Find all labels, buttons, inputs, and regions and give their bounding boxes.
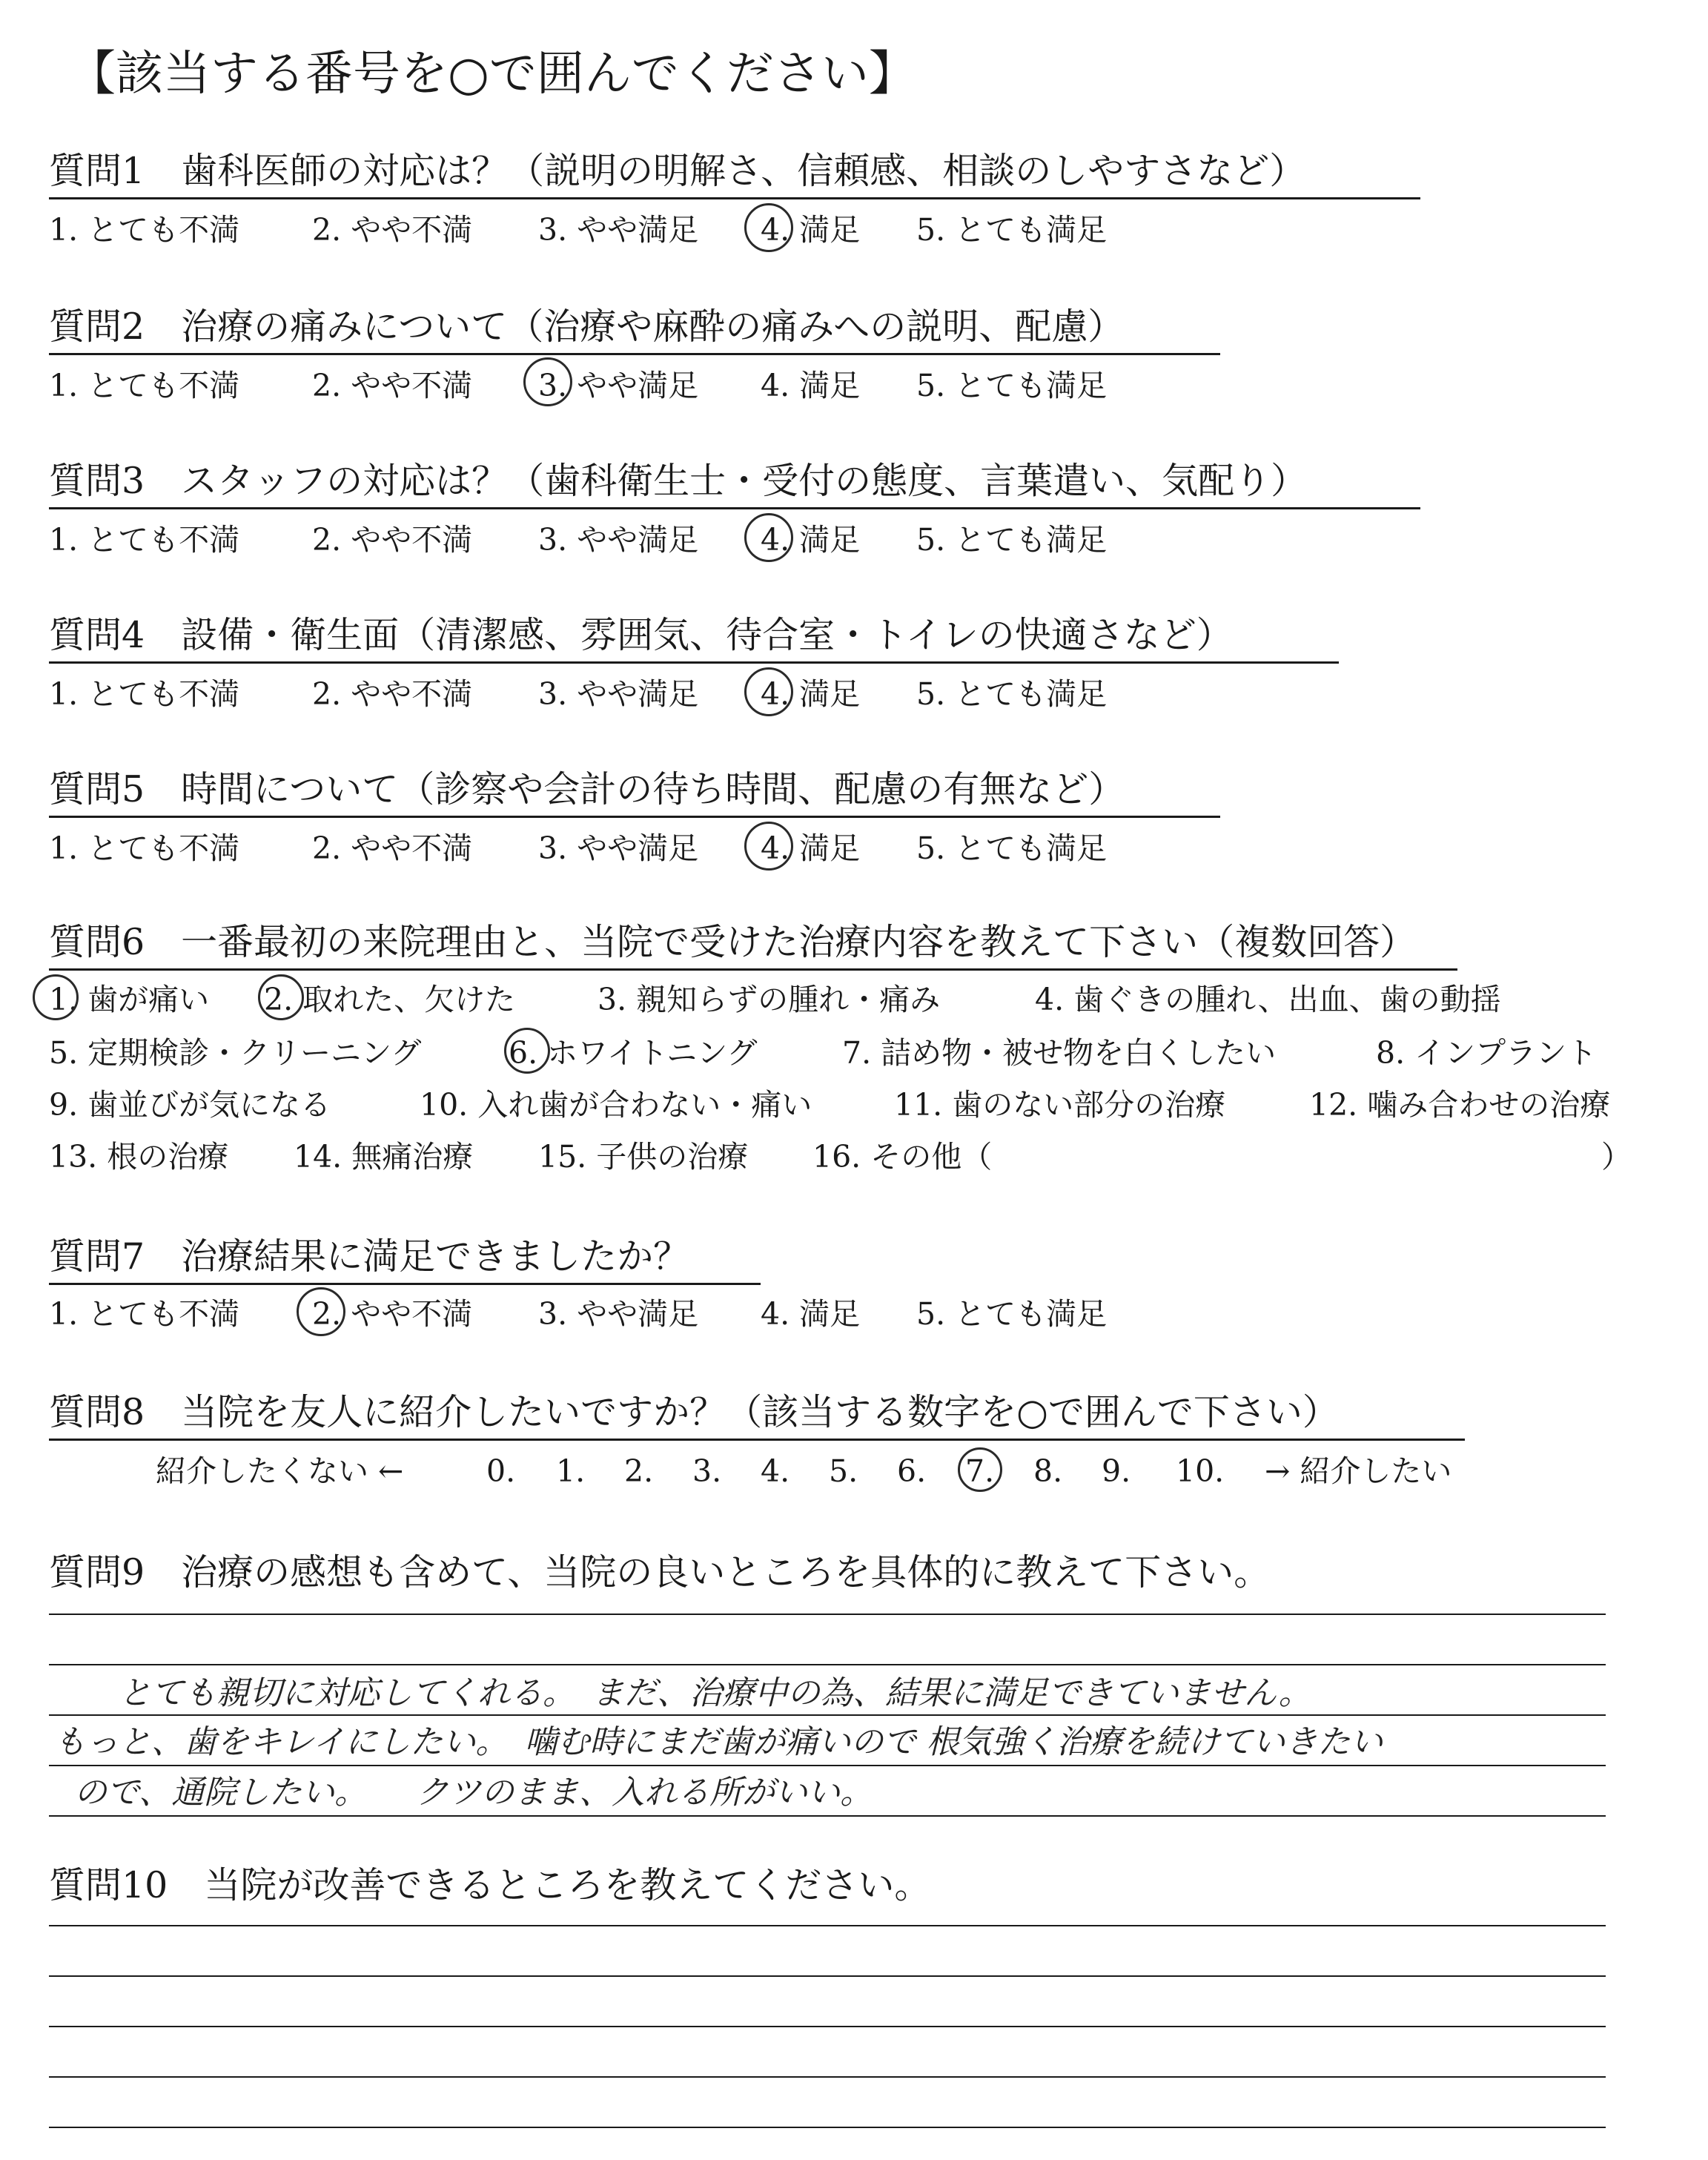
- q6-other-close-paren: ）: [1601, 1139, 1632, 1175]
- q3-option-1[interactable]: 1. とても不満: [49, 522, 240, 558]
- q7-option-2[interactable]: 2. やや不満: [312, 1296, 473, 1332]
- question-4-underline: [49, 661, 1339, 664]
- q2-option-1[interactable]: 1. とても不満: [49, 368, 240, 403]
- q8-scale-2[interactable]: 2.: [624, 1453, 654, 1489]
- q3-option-5[interactable]: 5. とても満足: [916, 522, 1108, 558]
- q6-option-12[interactable]: 12. 噛み合わせの治療: [1309, 1087, 1611, 1123]
- q3-option-2[interactable]: 2. やや不満: [312, 522, 473, 558]
- q8-scale-8[interactable]: 8.: [1033, 1453, 1063, 1489]
- question-7-title: 質問7 治療結果に満足できましたか？: [49, 1235, 690, 1278]
- q2-option-3[interactable]: 3. やや満足: [538, 368, 699, 403]
- q6-option-5[interactable]: 5. 定期検診・クリーニング: [49, 1035, 422, 1071]
- q5-option-1[interactable]: 1. とても不満: [49, 830, 240, 866]
- q8-scale-6[interactable]: 6.: [897, 1453, 927, 1489]
- question-2-title: 質問2 治療の痛みについて（治療や麻酔の痛みへの説明、配慮）: [49, 305, 1125, 348]
- q3-option-4[interactable]: 4. 満足: [761, 522, 861, 558]
- q10-answer-line-1: [49, 1925, 1606, 1926]
- q6-option-7[interactable]: 7. 詰め物・被せ物を白くしたい: [842, 1035, 1277, 1071]
- q9-handwritten-line-2: もっと、歯をキレイにしたい。 噛む時にまだ歯が痛いので 根気強く治療を続けていきたい: [53, 1723, 1383, 1761]
- question-6-title: 質問6 一番最初の来院理由と、当院で受けた治療内容を教えて下さい（複数回答）: [49, 921, 1417, 963]
- q8-scale-7[interactable]: 7.: [965, 1453, 995, 1489]
- q6-option-8[interactable]: 8. インプラント: [1376, 1035, 1598, 1071]
- q6-option-15[interactable]: 15. 子供の治療: [538, 1139, 749, 1175]
- q1-option-3[interactable]: 3. やや満足: [538, 212, 699, 248]
- q8-scale-high-label: → 紹介したい: [1265, 1453, 1452, 1489]
- q8-scale-4[interactable]: 4.: [761, 1453, 790, 1489]
- q4-option-2[interactable]: 2. やや不満: [312, 676, 473, 712]
- q6-option-6[interactable]: 6. ホワイトニング: [509, 1035, 758, 1071]
- q9-answer-line-1: [49, 1614, 1606, 1615]
- q4-selection-circle: [744, 667, 793, 716]
- question-4-title: 質問4 設備・衛生面（清潔感、雰囲気、待合室・トイレの快適さなど）: [49, 614, 1233, 656]
- q1-option-5[interactable]: 5. とても満足: [916, 212, 1108, 248]
- q7-option-3[interactable]: 3. やや満足: [538, 1296, 699, 1332]
- q2-option-4[interactable]: 4. 満足: [761, 368, 861, 403]
- q2-option-2[interactable]: 2. やや不満: [312, 368, 473, 403]
- form-heading: 【該当する番号を○で囲んでください】: [68, 47, 916, 102]
- q6-option-13[interactable]: 13. 根の治療: [49, 1139, 229, 1175]
- q8-scale-1[interactable]: 1.: [556, 1453, 586, 1489]
- q5-option-5[interactable]: 5. とても満足: [916, 830, 1108, 866]
- q3-option-3[interactable]: 3. やや満足: [538, 522, 699, 558]
- q6-option-14[interactable]: 14. 無痛治療: [294, 1139, 474, 1175]
- q4-option-5[interactable]: 5. とても満足: [916, 676, 1108, 712]
- q2-selection-circle: [523, 357, 572, 406]
- q8-selection-circle: [958, 1447, 1002, 1492]
- q4-option-4[interactable]: 4. 満足: [761, 676, 861, 712]
- q9-answer-line-2: [49, 1664, 1606, 1665]
- q5-selection-circle: [744, 822, 793, 871]
- q9-handwritten-line-3: ので、通院したい。 クツのまま、入れる所がいい。: [74, 1774, 873, 1811]
- q6-option-10[interactable]: 10. 入れ歯が合わない・痛い: [420, 1087, 812, 1123]
- q8-scale-low-label: 紹介したくない ←: [156, 1453, 404, 1489]
- q8-scale-5[interactable]: 5.: [829, 1453, 858, 1489]
- q9-handwritten-line-1: とても親切に対応してくれる。 まだ、治療中の為、結果に満足できていません。: [119, 1674, 1311, 1712]
- q10-answer-line-5: [49, 2127, 1606, 2128]
- q5-option-4[interactable]: 4. 満足: [761, 830, 861, 866]
- q4-option-1[interactable]: 1. とても不満: [49, 676, 240, 712]
- question-9-title: 質問9 治療の感想も含めて、当院の良いところを具体的に教えて下さい。: [49, 1551, 1271, 1593]
- q7-option-1[interactable]: 1. とても不満: [49, 1296, 240, 1332]
- q3-selection-circle: [744, 513, 793, 562]
- q6-selection-circle-1: [33, 974, 79, 1020]
- question-10-title: 質問10 当院が改善できるところを教えてください。: [49, 1864, 931, 1906]
- q8-scale-9[interactable]: 9.: [1102, 1453, 1131, 1489]
- q8-scale-3[interactable]: 3.: [692, 1453, 722, 1489]
- q6-option-11[interactable]: 11. 歯のない部分の治療: [894, 1087, 1226, 1123]
- q6-selection-circle-6: [504, 1028, 550, 1074]
- q2-option-5[interactable]: 5. とても満足: [916, 368, 1108, 403]
- question-1-title: 質問1 歯科医師の対応は？（説明の明解さ、信頼感、相談のしやすさなど）: [49, 150, 1306, 192]
- q5-option-3[interactable]: 3. やや満足: [538, 830, 699, 866]
- q7-option-5[interactable]: 5. とても満足: [916, 1296, 1108, 1332]
- q7-option-4[interactable]: 4. 満足: [761, 1296, 861, 1332]
- q1-option-2[interactable]: 2. やや不満: [312, 212, 473, 248]
- question-5-title: 質問5 時間について（診察や会計の待ち時間、配慮の有無など）: [49, 768, 1125, 810]
- q7-selection-circle: [297, 1287, 345, 1336]
- q9-answer-line-3: [49, 1714, 1606, 1716]
- question-6-underline: [49, 968, 1457, 971]
- question-1-underline: [49, 197, 1420, 199]
- q6-option-1[interactable]: 1. 歯が痛い: [49, 982, 210, 1017]
- question-8-title: 質問8 当院を友人に紹介したいですか？（該当する数字を○で囲んで下さい）: [49, 1391, 1339, 1433]
- q6-option-16[interactable]: 16. その他（: [812, 1139, 993, 1175]
- q6-option-9[interactable]: 9. 歯並びが気になる: [49, 1087, 331, 1123]
- q6-option-2[interactable]: 2. 取れた、欠けた: [264, 982, 516, 1017]
- question-2-underline: [49, 353, 1220, 355]
- question-5-underline: [49, 816, 1220, 818]
- question-8-underline: [49, 1439, 1465, 1441]
- q10-answer-line-4: [49, 2076, 1606, 2078]
- q5-option-2[interactable]: 2. やや不満: [312, 830, 473, 866]
- q8-scale-10[interactable]: 10.: [1176, 1453, 1225, 1489]
- q1-option-1[interactable]: 1. とても不満: [49, 212, 240, 248]
- q6-selection-circle-2: [258, 974, 304, 1020]
- q6-option-4[interactable]: 4. 歯ぐきの腫れ、出血、歯の動揺: [1035, 982, 1501, 1017]
- question-3-underline: [49, 507, 1420, 509]
- question-3-title: 質問3 スタッフの対応は？（歯科衛生士・受付の態度、言葉遣い、気配り）: [49, 460, 1308, 502]
- q1-selection-circle: [744, 203, 793, 252]
- q8-scale-0[interactable]: 0.: [486, 1453, 516, 1489]
- q1-option-4[interactable]: 4. 満足: [761, 212, 861, 248]
- question-7-underline: [49, 1283, 761, 1285]
- q4-option-3[interactable]: 3. やや満足: [538, 676, 699, 712]
- q10-answer-line-3: [49, 2026, 1606, 2027]
- q9-answer-line-4: [49, 1765, 1606, 1766]
- q10-answer-line-2: [49, 1975, 1606, 1977]
- q9-answer-line-5: [49, 1815, 1606, 1817]
- q6-option-3[interactable]: 3. 親知らずの腫れ・痛み: [598, 982, 941, 1017]
